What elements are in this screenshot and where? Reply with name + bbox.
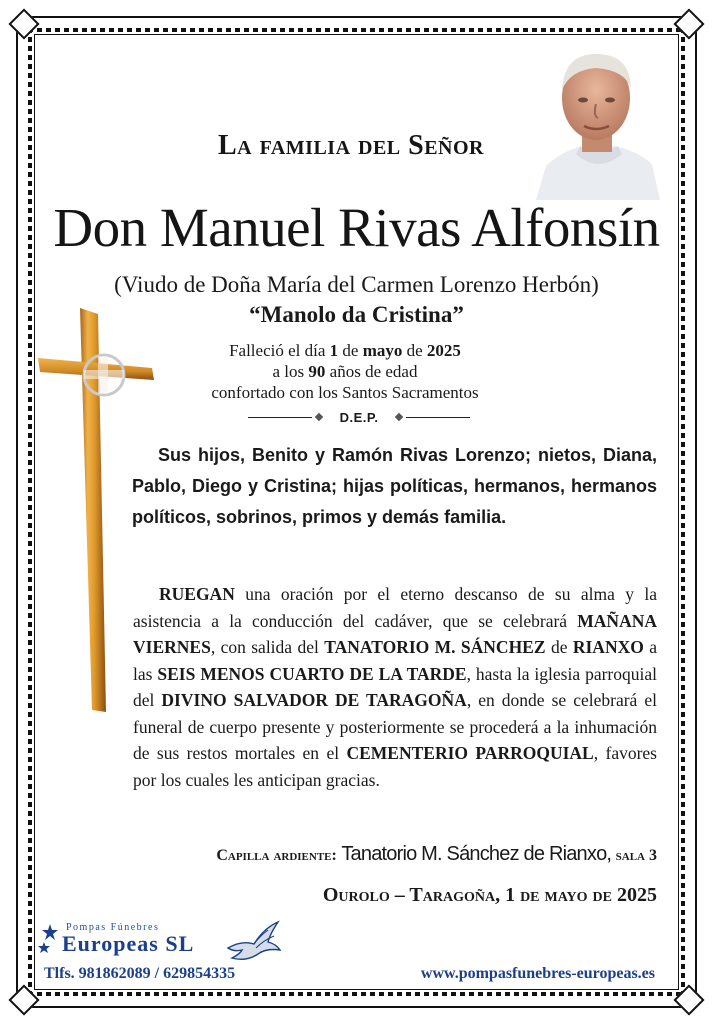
dep-label: D.E.P. <box>339 409 379 425</box>
death-day: 1 <box>329 341 339 360</box>
departure-time: SEIS MENOS CUARTO DE LA TARDE <box>157 663 467 684</box>
diamond-icon <box>395 413 403 421</box>
prayer-text: , con salida del <box>210 637 325 657</box>
departure-day: MAÑANA VIERNES <box>133 610 657 657</box>
company-subtitle: Pompas Fúnebres <box>66 922 160 933</box>
death-date-sep: de <box>402 341 427 360</box>
funeral-home: TANATORIO M. SÁNCHEZ <box>324 637 546 657</box>
deceased-name: Don Manuel Rivas Alfonsín <box>53 197 660 258</box>
ruegan-word: RUEGAN <box>159 584 235 604</box>
death-info <box>180 340 510 403</box>
widower-line: (Viudo de Doña María del Carmen Lorenzo Herbón) <box>114 272 599 297</box>
town: RIANXO <box>572 637 644 657</box>
age-value: 90 <box>308 362 326 381</box>
prayer-paragraph <box>133 581 657 793</box>
death-date-sep: de <box>338 341 363 360</box>
sacraments-line: confortado con los Santos Sacramentos <box>211 383 479 402</box>
diamond-icon <box>314 413 322 421</box>
star-icon <box>38 922 62 958</box>
prayer-text: a las <box>133 637 658 684</box>
prayer-text: , favores por los cuales les anticipan gracias. <box>133 743 657 790</box>
death-date-prefix: Falleció el día <box>229 341 330 360</box>
prayer-text: , hasta la iglesia parroquial del <box>133 663 657 710</box>
dove-icon <box>224 918 282 964</box>
cemetery-name: CEMENTERIO PARROQUIAL <box>346 743 594 763</box>
chapel-label: Capilla ardiente: <box>216 847 337 864</box>
nickname: “Manolo da Cristina” <box>249 302 464 327</box>
divider-line <box>406 417 470 418</box>
chapel-line <box>216 843 657 866</box>
death-month: mayo <box>362 341 403 360</box>
chapel-location: Tanatorio M. Sánchez de Rianxo, <box>341 843 612 865</box>
death-year: 2025 <box>426 341 461 360</box>
divider-line <box>248 417 312 418</box>
place-date: Ourolo – Taragoña, 1 de mayo de 2025 <box>322 884 657 906</box>
age-line <box>180 361 510 382</box>
company-name: Europeas SL <box>62 931 195 956</box>
portrait-photo <box>536 46 660 200</box>
church-name: DIVINO SALVADOR DE TARAGOÑA <box>161 690 467 710</box>
mourners-paragraph: Sus hijos, Benito y Ramón Rivas Lorenzo; nietos, Diana, Pablo, Diego y Cristina; hijas políticas, hermanos, hermanos políticos, sobrinos, primos y demás familia. <box>132 445 657 527</box>
prayer-text: de <box>545 637 573 657</box>
prayer-text: una oración por el eterno descanso de su alma y la asistencia a la conducción del cadáver, que se celebrará <box>133 584 657 631</box>
age-prefix: a los <box>272 362 309 381</box>
family-title: La familia del Señor <box>218 130 484 161</box>
death-date-line <box>180 340 510 361</box>
dep-divider <box>248 408 470 426</box>
age-suffix: años de edad <box>325 362 418 381</box>
website-link[interactable]: www.pompasfunebres-europeas.es <box>420 965 655 982</box>
phone-numbers[interactable]: Tlfs. 981862089 / 629854335 <box>44 965 236 982</box>
chapel-room: sala 3 <box>615 847 657 864</box>
prayer-text: , en donde se celebrará el funeral de cuerpo presente y posteriormente se procederá a la inhumación de sus restos mortales en el <box>133 690 657 763</box>
